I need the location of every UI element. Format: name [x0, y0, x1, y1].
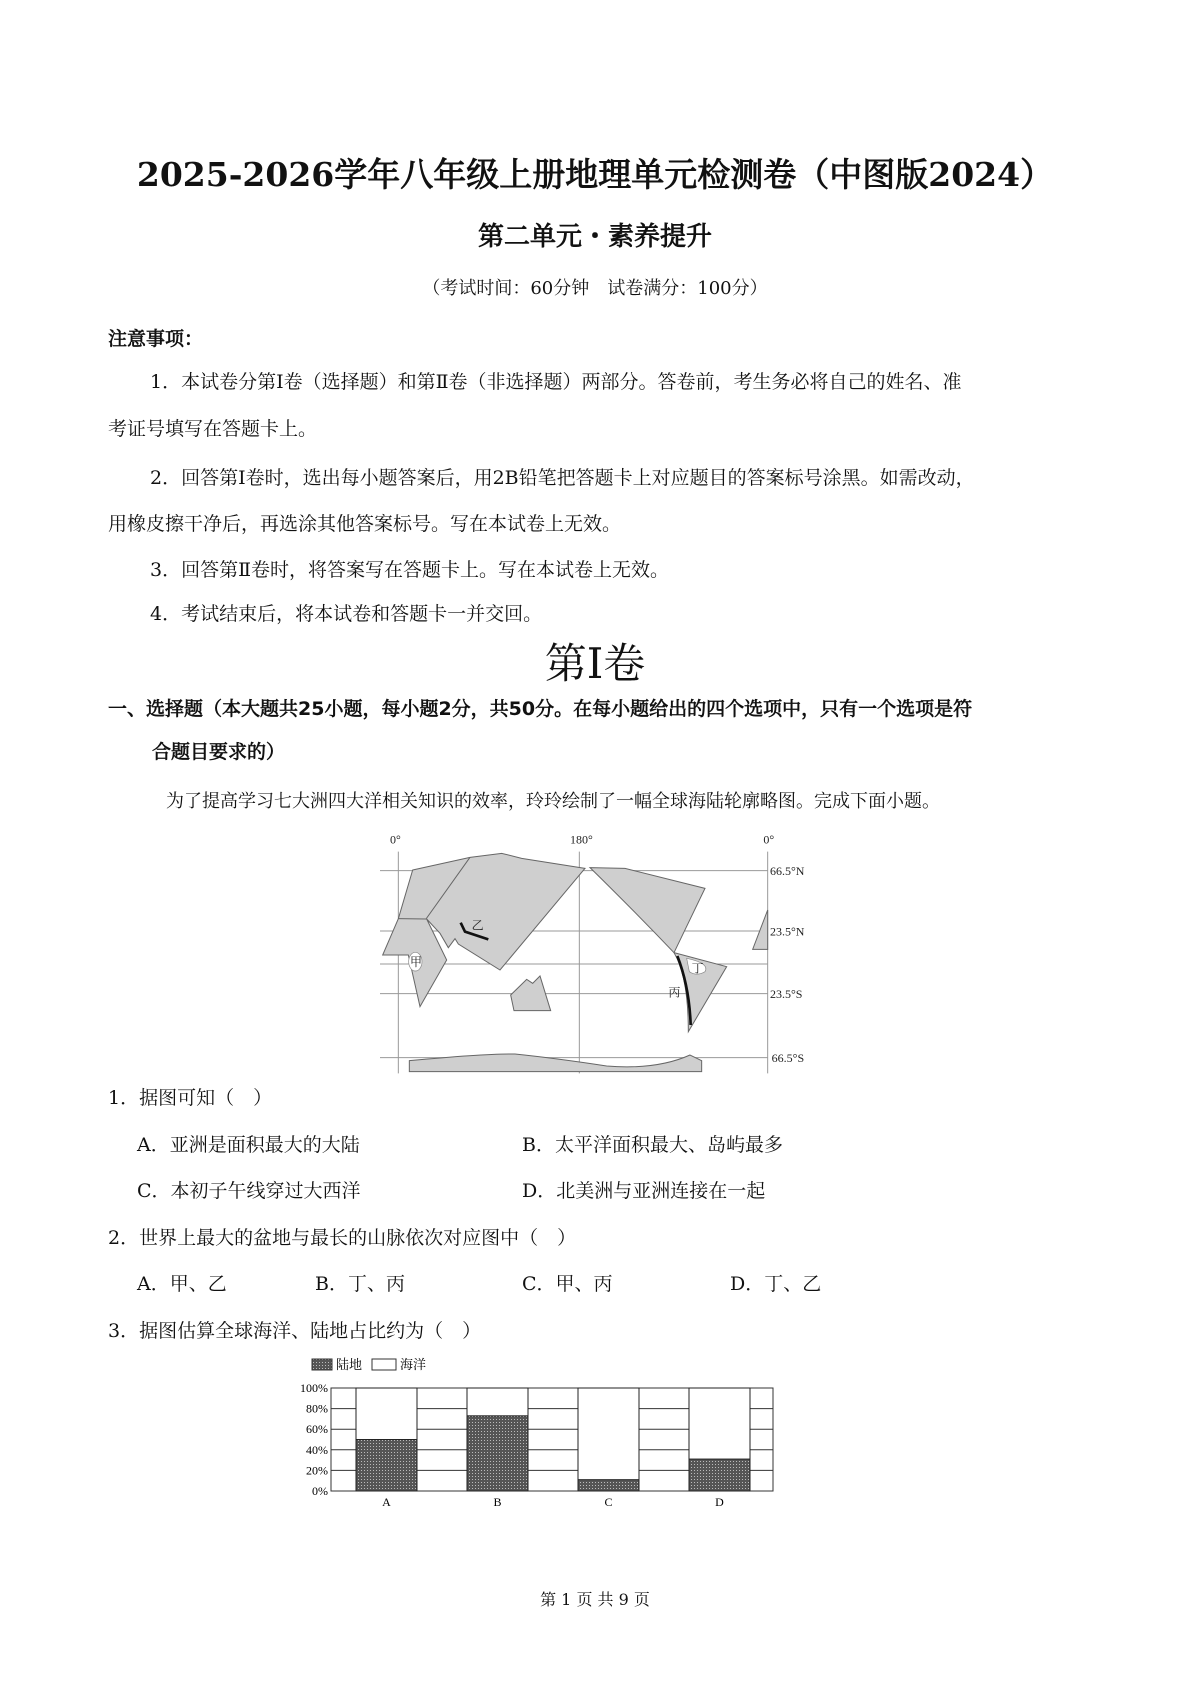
world-map	[340, 820, 820, 1080]
page-subtitle: 第二单元・素养提升	[477, 222, 712, 252]
question-2: 2．世界上最大的盆地与最长的山脉依次对应图中（ ）	[108, 1227, 577, 1249]
y-tick-label: 0%	[312, 1484, 328, 1498]
bar-ocean-C	[578, 1388, 639, 1491]
bar-land-A	[356, 1440, 417, 1492]
y-tick-label: 100%	[300, 1381, 328, 1395]
marker-yi: 乙	[471, 918, 484, 933]
q1-option-d: D．北美洲与亚洲连接在一起	[522, 1180, 766, 1202]
q2-option-a: A．甲、乙	[137, 1273, 227, 1295]
part-heading: 一、选择题（本大题共25小题，每小题2分，共50分。在每小题给出的四个选项中，只有一个选项是符	[108, 698, 973, 720]
q2-option-c: C．甲、丙	[522, 1273, 613, 1295]
q1-option-a: A．亚洲是面积最大的大陆	[137, 1134, 360, 1156]
page-title: 2025-2026学年八年级上册地理单元检测卷（中图版2024）	[136, 155, 1054, 194]
page-footer: 第 1 页 共 9 页	[540, 1590, 650, 1609]
part-heading-cont: 合题目要求的）	[152, 741, 286, 763]
question-1: 1．据图可知（ ）	[108, 1087, 273, 1109]
x-tick-label: D	[715, 1495, 724, 1509]
q1-option-c: C．本初子午线穿过大西洋	[137, 1180, 361, 1202]
lat-label-66s: 66.5°S	[771, 1051, 805, 1065]
legend-ocean-swatch	[372, 1359, 396, 1370]
y-tick-label: 20%	[306, 1463, 328, 1478]
q2-option-d: D．丁、乙	[730, 1273, 822, 1295]
note-2-cont: 用橡皮擦干净后，再选涂其他答案标号。写在本试卷上无效。	[108, 513, 622, 535]
marker-jia: 甲	[410, 955, 423, 969]
lat-label-23n: 23.5°N	[770, 924, 805, 939]
q2-option-b: B．丁、丙	[315, 1273, 405, 1295]
legend-land-swatch	[312, 1359, 332, 1370]
lat-label-66n: 66.5°N	[770, 864, 805, 878]
map-intro: 为了提高学习七大洲四大洋相关知识的效率，玲玲绘制了一幅全球海陆轮廓略图。完成下面小题。	[166, 791, 940, 812]
eurasia-africa-shape	[383, 853, 585, 1006]
bar-land-D	[689, 1459, 750, 1491]
question-3: 3．据图估算全球海洋、陆地占比约为（ ）	[108, 1320, 482, 1342]
lon-label-0-right: 0°	[763, 832, 775, 847]
volume-title: 第Ⅰ卷	[544, 639, 646, 688]
q1-option-b: B．太平洋面积最大、岛屿最多	[522, 1134, 783, 1156]
x-tick-label: C	[604, 1495, 613, 1509]
bar-land-B	[467, 1416, 528, 1491]
x-tick-label: B	[493, 1495, 502, 1509]
note-3: 3．回答第Ⅱ卷时，将答案写在答题卡上。写在本试卷上无效。	[150, 559, 670, 581]
note-2: 2．回答第Ⅰ卷时，选出每小题答案后，用2B铅笔把答题卡上对应题目的答案标号涂黑。如需改动，	[150, 467, 975, 489]
exam-info: （考试时间：60分钟 试卷满分：100分）	[422, 278, 768, 299]
note-1-cont: 考证号填写在答题卡上。	[108, 418, 318, 440]
land-ocean-chart	[280, 1350, 800, 1520]
notes-heading: 注意事项：	[108, 328, 204, 350]
lon-label-180: 180°	[570, 832, 593, 847]
north-america-shape	[590, 868, 705, 953]
antarctica-shape	[409, 1054, 701, 1072]
legend-ocean-label: 海洋	[400, 1357, 427, 1372]
lat-label-23s: 23.5°S	[770, 987, 803, 1001]
note-4: 4．考试结束后，将本试卷和答题卡一并交回。	[150, 603, 543, 625]
y-tick-label: 80%	[306, 1401, 328, 1416]
lon-label-0-left: 0°	[390, 832, 401, 847]
marker-ding: 丁	[691, 961, 704, 976]
bar-land-C	[578, 1480, 639, 1491]
y-tick-label: 40%	[306, 1442, 328, 1457]
legend-land-label: 陆地	[336, 1357, 363, 1372]
y-tick-label: 60%	[306, 1422, 328, 1437]
africa-west-edge-shape	[753, 910, 768, 949]
note-1: 1．本试卷分第Ⅰ卷（选择题）和第Ⅱ卷（非选择题）两部分。答卷前，考生务必将自己的姓名、准	[150, 371, 962, 393]
australia-shape	[511, 976, 551, 1011]
x-tick-label: A	[382, 1495, 391, 1509]
marker-bing: 丙	[668, 985, 681, 1000]
